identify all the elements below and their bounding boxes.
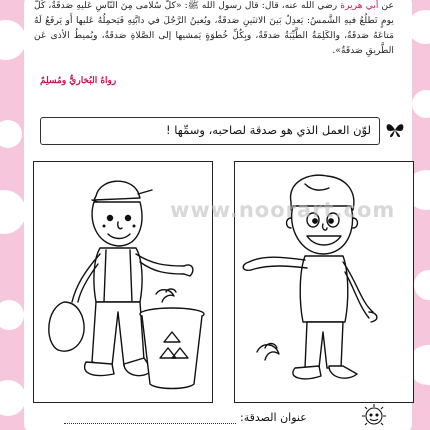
footer-label: عنوان الصدقة: (240, 411, 307, 424)
answer-line[interactable] (64, 423, 236, 424)
hadith-line-1a: عن (378, 0, 394, 11)
background-dot (0, 380, 26, 416)
hadith-line-4: الطَّريقِ صَدقَةٌ». (332, 45, 394, 56)
background-dot (412, 90, 430, 118)
background-dot (414, 270, 430, 300)
hadith-source: رواهُ البُخاريُّ ومُسلِمٌ (40, 76, 117, 86)
instruction-text: لوّن العمل الذي هو صدقة لصاحبه، وسمِّها ! (166, 123, 371, 137)
background-dot (0, 300, 24, 330)
background-dot (0, 120, 22, 148)
hadith-line-3: مَتاعَهُ صَدقَةٌ، والكَلِمَةُ الطَّيِّبَةُ صَدقَةٌ، وبِكُلِّ خُطوَةٍ يَمشيها إلى الصَّلاةِ صَدقَةٌ، ويُميطُ الأذى عَن (34, 30, 394, 41)
instruction-box (40, 117, 380, 145)
hadith-text (34, 0, 394, 58)
butterfly-icon (385, 121, 405, 139)
hadith-narrator: أبي هريرة (340, 0, 379, 11)
background-dot (0, 190, 26, 234)
hadith-line-1b: رضي الله عنه، قال: قال رسول الله ﷺ: «كلُّ سُلامى مِنَ النّاسِ عَليهِ صَدقَةٌ، كُلَّ (34, 0, 341, 11)
watermark-text: www.noorart.com (170, 198, 396, 222)
background-dot (0, 20, 26, 60)
hadith-line-2: يومٍ تَطلُعُ فيهِ الشَّمسُ: يَعدِلُ بَينَ الاثنَينِ صَدقَةٌ، ويُعينُ الرَّجُلَ في دابَّتِهِ فَيَحمِلُهُ عَليها أَو يَرفَعُ لَهُ (34, 15, 394, 26)
sun-logo-icon (356, 400, 392, 430)
